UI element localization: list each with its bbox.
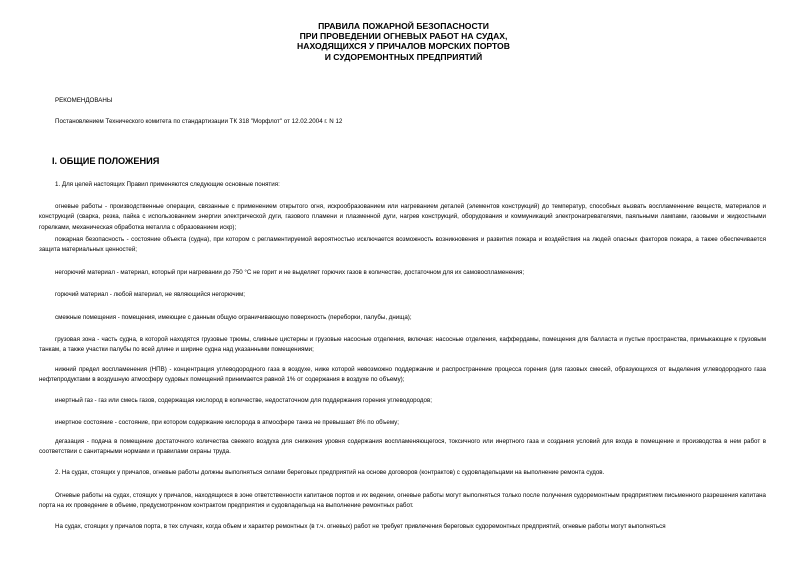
definition-fire-safety: пожарная безопасность - состояние объекта (судна), при котором с регламентируемой вероятностью исключается возможность возникновения и развития пожара и воздействия на людей опасных факторов пожара, а также обеспечивается защита материальных ценностей; [39,236,766,254]
definition-inert-gas: инертный газ - газ или смесь газов, содержащая кислород в количестве, недостаточном для поддержания горения углеводородов; [55,397,432,404]
definition-degassing: дегазация - подача в помещение достаточного количества свежего воздуха для снижения уровня содержания воспламеняющегося, токсичного или инертного газа и создания условий для входа в помещение и производства в нем работ в соответствии с санитарными нормами и правилами охраны труда. [39,438,766,456]
definition-inert-state: инертное состояние - состояние, при котором содержание кислорода в атмосфере танка не превышает 8% по объему; [55,419,399,426]
title-line-2: ПРИ ПРОВЕДЕНИИ ОГНЕВЫХ РАБОТ НА СУДАХ, [299,31,508,42]
title-line-1: ПРАВИЛА ПОЖАРНОЙ БЕЗОПАСНОСТИ [318,21,489,31]
paragraph-1: 1. Для целей настоящих Правил применяются следующие основные понятия: [55,181,280,188]
definition-combustible: горючий материал - любой материал, не являющийся негорючим; [55,291,245,298]
paragraph-2: 2. На судах, стоящих у причалов, огневые работы должны выполняться силами береговых предприятий на основе договоров (контрактов) с судовладельцами на выполнение ремонта судов. [55,469,605,476]
section-heading: I. ОБЩИЕ ПОЛОЖЕНИЯ [52,156,160,166]
paragraph-hot-works-permit: Огневые работы на судах, стоящих у причалов, находящихся в зоне ответственности капитанов портов и их ведении, огневые работы могут выполняться только после получения судоремонтным предприятием письменного разрешения капитана порта на их проведение в объеме, предусмотренном контрактом предприятия и судовладельца на выполнение ремонтных работ. [39,492,766,510]
definition-cargo-zone: грузовая зона - часть судна, в которой находятся грузовые трюмы, сливные цистерны и грузовые насосные отделения, включая: насосные отделения, каффердамы, помещения для балласта и пустые пространства, примыкающие к грузовым танкам, а также участки палубы по всей длине и ширине судна над указанными помещениями; [39,336,766,354]
title-line-3: НАХОДЯЩИХСЯ У ПРИЧАЛОВ МОРСКИХ ПОРТОВ [297,41,510,52]
paragraph-port-berths: На судах, стоящих у причалов порта, в тех случаях, когда объем и характер ремонтных (в т.ч. огневых) работ не требует привлечения береговых судоремонтных предприятий, огневые работы могут выполняться [55,523,666,530]
definition-adjacent-spaces: смежные помещения - помещения, имеющие с данным общую ограничивающую поверхность (переборки, палубы, днища); [55,314,412,321]
definition-lel: нижний предел воспламенения (НПВ) - концентрация углеводородного газа в воздухе, ниже которой невозможно поддержание и распространение процесса горения (для газовых смесей, образующихся от выделения углеводородного газа нефтепродуктами в воздушную атмосферу судовых помещений принимается равной 1% от содержания в воздухе по объему); [39,366,766,384]
resolution-text: Постановлением Технического комитета по стандартизации ТК 318 "Морфлот" от 12.02.2004 г. N 12 [55,118,343,125]
title-line-4: И СУДОРЕМОНТНЫХ ПРЕДПРИЯТИЙ [324,51,483,62]
document-title [0,21,807,62]
recommended-label: РЕКОМЕНДОВАНЫ [55,97,113,104]
definition-noncombustible: негорючий материал - материал, который при нагревании до 750 °C не горит и не выделяет горючих газов в количестве, достаточном для их самовоспламенения; [55,269,525,276]
definition-hot-works: огневые работы - производственные операции, связанные с применением открытого огня, искрообразованием или нагреванием деталей (элементов конструкций) до температур, способных вызвать воспламенение веществ, материалов и конструкций (сварка, резка, пайка с использованием энергии электрической дуги, газового пламени и плазменной дуги, нагрев конструкций, оборудования и коммуникаций электронагревателями, паяльными лампами, газовыми и жидкостными горелками, механическая обработка металла с образованием искр); [39,203,766,231]
